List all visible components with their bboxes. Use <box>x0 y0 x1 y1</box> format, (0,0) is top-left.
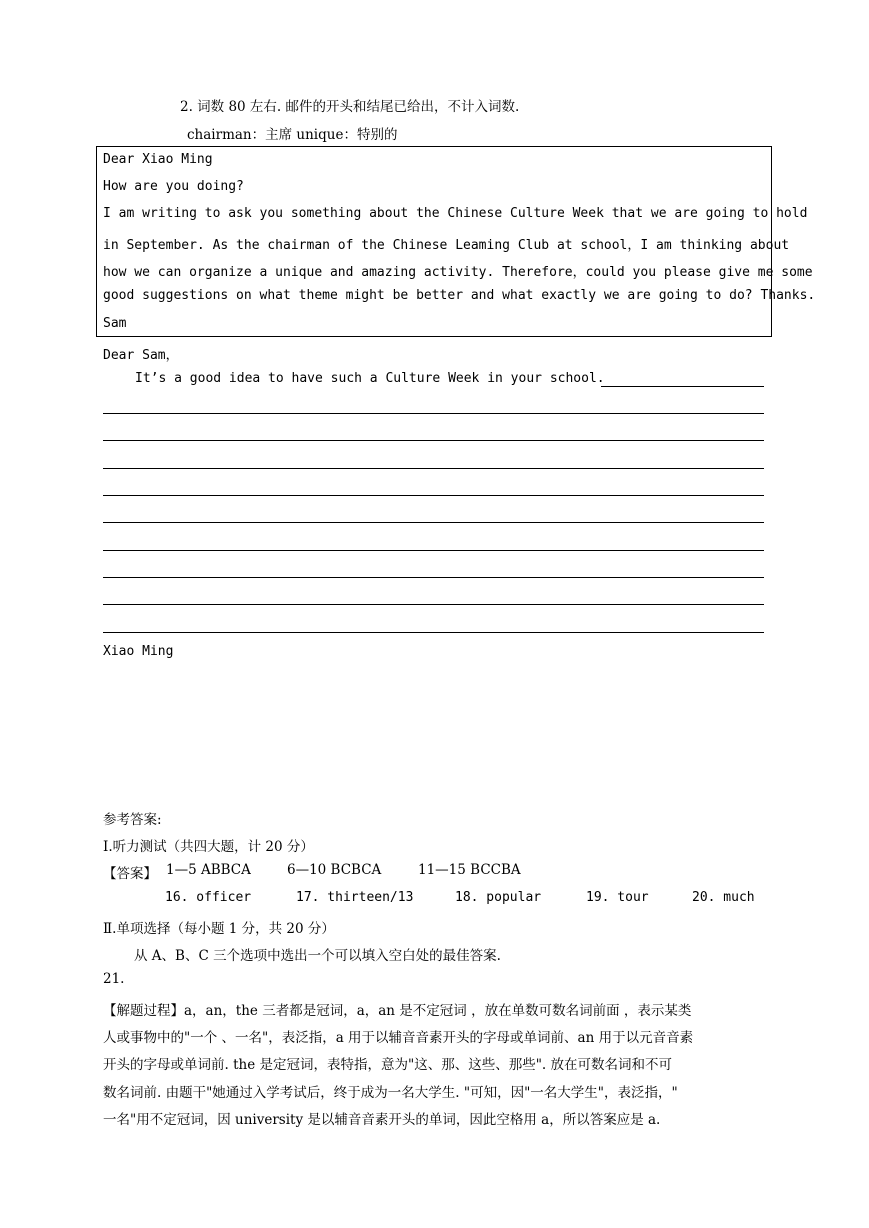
letter-signature: Sam <box>103 316 127 331</box>
section-single-choice-heading: Ⅱ.单项选择（每小题 1 分，共 20 分） <box>103 921 335 937</box>
explanation-line: 人或事物中的"一个 、一名"，表泛指，a 用于以辅音音素开头的字母或单词前、an 用于以元音音素 <box>103 1030 694 1046</box>
letter-greeting: Dear Xiao Ming <box>103 152 213 167</box>
writing-line[interactable] <box>103 440 764 441</box>
section-listening-heading: Ⅰ.听力测试（共四大题，计 20 分） <box>103 839 314 855</box>
writing-line[interactable] <box>103 413 764 414</box>
letter-body-line: I am writing to ask you something about the Chinese Culture Week that we are going to hold <box>103 206 808 221</box>
writing-line[interactable] <box>103 522 764 523</box>
fill-answer: 20. much <box>692 890 755 905</box>
fill-answer: 19. tour <box>586 890 649 905</box>
explanation-label: 【解题过程】 <box>103 1003 184 1019</box>
explanation-line: 开头的字母或单词前. the 是定冠词，表特指，意为"这、那、这些、那些". 放在可数名词和不可 <box>103 1057 672 1073</box>
section-single-choice-instructions: 从 A、B、C 三个选项中选出一个可以填入空白处的最佳答案. <box>134 948 501 964</box>
answer-group: 11—15 BCCBA <box>418 862 521 878</box>
explanation-line: 一名"用不定冠词，因 university 是以辅音音素开头的单词，因此空格用 a，所以答案应是 a. <box>103 1112 661 1128</box>
answer-group: 6—10 BCBCA <box>287 862 382 878</box>
explanation-line <box>103 999 691 1019</box>
reply-signature: Xiao Ming <box>103 644 174 659</box>
letter-body-line: in September. As the chairman of the Chinese Leaming Club at school，I am thinking about <box>103 238 790 253</box>
writing-line[interactable] <box>103 604 764 605</box>
fill-answer: 18. popular <box>455 890 542 905</box>
letter-body-line: how we can organize a unique and amazing activity. Therefore，could you please give me some <box>103 265 813 280</box>
answer-group: 1—5 ABBCA <box>166 862 251 878</box>
writing-line[interactable] <box>103 632 764 633</box>
instruction-word-count: 2. 词数 80 左右. 邮件的开头和结尾已给出，不计入词数. <box>180 99 520 115</box>
instruction-vocabulary: chairman：主席 unique：特别的 <box>187 127 398 143</box>
writing-line[interactable] <box>601 386 764 387</box>
letter-body-line: good suggestions on what theme might be better and what exactly we are going to do? Thanks. <box>103 288 816 303</box>
answer-key-title: 参考答案: <box>103 812 162 828</box>
writing-line[interactable] <box>103 495 764 496</box>
letter-opening-line: How are you doing? <box>103 179 244 194</box>
writing-line[interactable] <box>103 550 764 551</box>
question-number: 21. <box>103 971 125 987</box>
reply-greeting: Dear Sam， <box>103 348 179 363</box>
reply-first-line: It’s a good idea to have such a Culture Week in your school. <box>135 371 605 386</box>
writing-line[interactable] <box>103 468 764 469</box>
explanation-text: a，an，the 三者都是冠词，a，an 是不定冠词 ，放在单数可数名词前面 ，表示某类 <box>184 1003 692 1019</box>
writing-line[interactable] <box>103 577 764 578</box>
answers-label: 【答案】 <box>103 866 157 882</box>
explanation-line: 数名词前. 由题干"她通过入学考试后，终于成为一名大学生. "可知，因"一名大学生"，表泛指，" <box>103 1085 678 1101</box>
prompt-letter-box <box>96 146 816 337</box>
fill-answer: 16. officer <box>165 890 252 905</box>
fill-answer: 17. thirteen/13 <box>296 890 414 905</box>
